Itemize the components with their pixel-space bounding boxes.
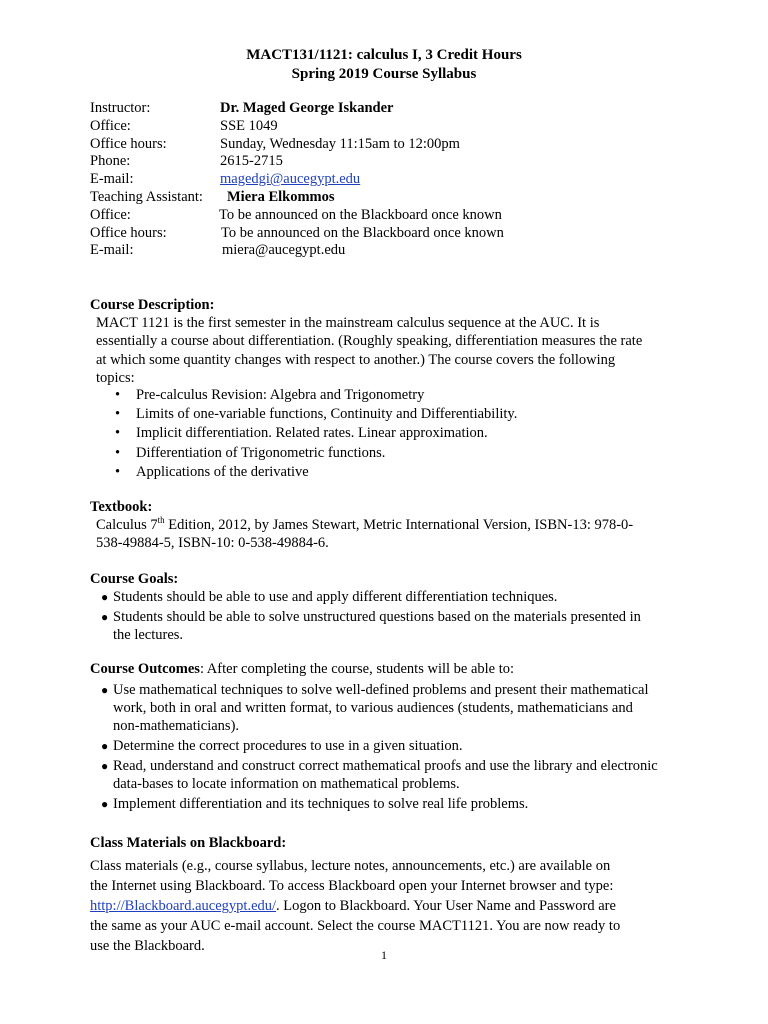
bullet-icon: ● xyxy=(101,590,109,604)
blackboard-line: the Internet using Blackboard. To access Blackboard open your Internet browser and type: xyxy=(90,878,614,894)
outcome-line: non-mathematicians). xyxy=(113,718,240,734)
topic-text: Pre-calculus Revision: Algebra and Trigonometry xyxy=(136,387,425,403)
description-line: MACT 1121 is the first semester in the mainstream calculus sequence at the AUC. It is xyxy=(96,315,600,331)
ta-office-value: To be announced on the Blackboard once known xyxy=(219,206,502,223)
bullet-icon: • xyxy=(115,444,121,461)
ta-hours-label: Office hours: xyxy=(90,224,167,241)
bullet-icon: • xyxy=(115,406,121,423)
topic-text: Limits of one-variable functions, Continuity and Differentiability. xyxy=(136,406,518,423)
description-line: at which some quantity changes with respect to another.) The course covers the following xyxy=(96,351,616,368)
bullet-icon: • xyxy=(115,463,121,480)
blackboard-line: use the Blackboard. xyxy=(90,938,205,954)
outcome-line: Use mathematical techniques to solve well-defined problems and present their mathematical xyxy=(113,682,649,698)
blackboard-text-part: . Logon to Blackboard. Your User Name and Password are xyxy=(276,898,616,914)
ta-email-value: miera@aucegypt.edu xyxy=(222,242,346,259)
email-label: E-mail: xyxy=(90,171,134,188)
description-text xyxy=(96,314,642,387)
office-value: SSE 1049 xyxy=(220,117,278,134)
edition-superscript: th xyxy=(157,515,165,526)
outcome-line: Read, understand and construct correct mathematical proofs and use the library and electronic xyxy=(113,758,658,774)
blackboard-line: the same as your AUC e-mail account. Select the course MACT1121. You are now ready to xyxy=(90,918,621,934)
instructor-label: Instructor: xyxy=(90,100,151,116)
outcomes-heading: Course Outcomes xyxy=(90,661,200,677)
textbook-line xyxy=(96,516,633,534)
goals-heading: Course Goals: xyxy=(90,571,179,587)
blackboard-line xyxy=(90,896,620,916)
outcomes-heading-line xyxy=(90,660,514,678)
outcome-line: Implement differentiation and its techniques to solve real life problems. xyxy=(113,796,529,812)
list-item xyxy=(115,444,517,463)
goals-list xyxy=(101,588,641,646)
textbook-text xyxy=(96,516,633,553)
blackboard-line: Class materials (e.g., course syllabus, lecture notes, announcements, etc.) are available on xyxy=(90,858,611,874)
textbook-heading: Textbook: xyxy=(90,499,153,515)
course-subtitle: Spring 2019 Course Syllabus xyxy=(291,66,477,82)
course-title: MACT131/1121: calculus I, 3 Credit Hours xyxy=(246,47,522,63)
list-item xyxy=(101,757,658,793)
bullet-icon: ● xyxy=(101,797,109,811)
list-item xyxy=(101,737,658,755)
blackboard-heading: Class Materials on Blackboard: xyxy=(90,835,287,851)
list-item xyxy=(101,588,641,606)
phone-value: 2615-2715 xyxy=(220,153,283,170)
textbook-part: Edition, 2012, by James Stewart, Metric International Version, ISBN-13: 978-0- xyxy=(164,517,634,533)
goal-line: Students should be able to use and apply different differentiation techniques. xyxy=(113,589,558,605)
description-line: topics: xyxy=(96,369,135,386)
list-item xyxy=(115,386,517,405)
ta-office-label: Office: xyxy=(90,206,131,223)
list-item xyxy=(115,405,518,424)
office-hours-label: Office hours: xyxy=(90,135,167,152)
blackboard-url-link[interactable]: http://Blackboard.aucegypt.edu/ xyxy=(90,898,277,914)
description-heading: Course Description: xyxy=(90,297,215,313)
bullet-icon: ● xyxy=(101,610,109,624)
topic-text: Applications of the derivative xyxy=(136,463,309,480)
phone-label: Phone: xyxy=(90,153,131,170)
bullet-icon: ● xyxy=(101,759,109,773)
list-item xyxy=(115,463,517,482)
topic-text: Implicit differentiation. Related rates. Linear approximation. xyxy=(136,425,488,442)
outcomes-intro: : After completing the course, students will be able to: xyxy=(199,661,515,677)
ta-label: Teaching Assistant: xyxy=(90,188,203,205)
outcomes-list xyxy=(101,681,658,815)
instructor-name: Dr. Maged George Iskander xyxy=(220,100,394,116)
goal-line: Students should be able to solve unstructured questions based on the materials presented in xyxy=(113,609,641,625)
page-number: 1 xyxy=(381,948,387,962)
outcome-line: work, both in oral and written format, to various audiences (students, mathematicians and xyxy=(113,700,633,716)
textbook-part: Calculus 7 xyxy=(96,517,158,533)
outcome-line: Determine the correct procedures to use in a given situation. xyxy=(113,738,463,754)
ta-email-label: E-mail: xyxy=(90,242,134,259)
textbook-line: 538-49884-5, ISBN-10: 0-538-49884-6. xyxy=(96,535,329,552)
list-item xyxy=(115,424,517,443)
bullet-icon: ● xyxy=(101,683,109,697)
bullet-icon: • xyxy=(115,387,121,403)
bullet-icon: • xyxy=(115,425,121,442)
list-item xyxy=(101,681,658,735)
outcome-line: data-bases to locate information on mathematical problems. xyxy=(113,776,460,792)
ta-hours-value: To be announced on the Blackboard once known xyxy=(221,224,504,241)
list-item xyxy=(101,795,658,813)
topics-list xyxy=(115,386,518,482)
topic-text: Differentiation of Trigonometric functions. xyxy=(136,444,386,461)
list-item xyxy=(101,608,641,644)
bullet-icon: ● xyxy=(101,739,109,753)
outcomes-heading-text xyxy=(90,660,514,678)
office-label: Office: xyxy=(90,117,131,134)
instructor-email-link[interactable]: magedgi@aucegypt.edu xyxy=(220,171,361,188)
goal-line: the lectures. xyxy=(113,627,184,643)
ta-name: Miera Elkommos xyxy=(227,188,335,205)
description-line: essentially a course about differentiation. (Roughly speaking, differentiation measures the rate xyxy=(96,333,643,350)
blackboard-text xyxy=(90,856,620,956)
office-hours-value: Sunday, Wednesday 11:15am to 12:00pm xyxy=(220,135,460,152)
